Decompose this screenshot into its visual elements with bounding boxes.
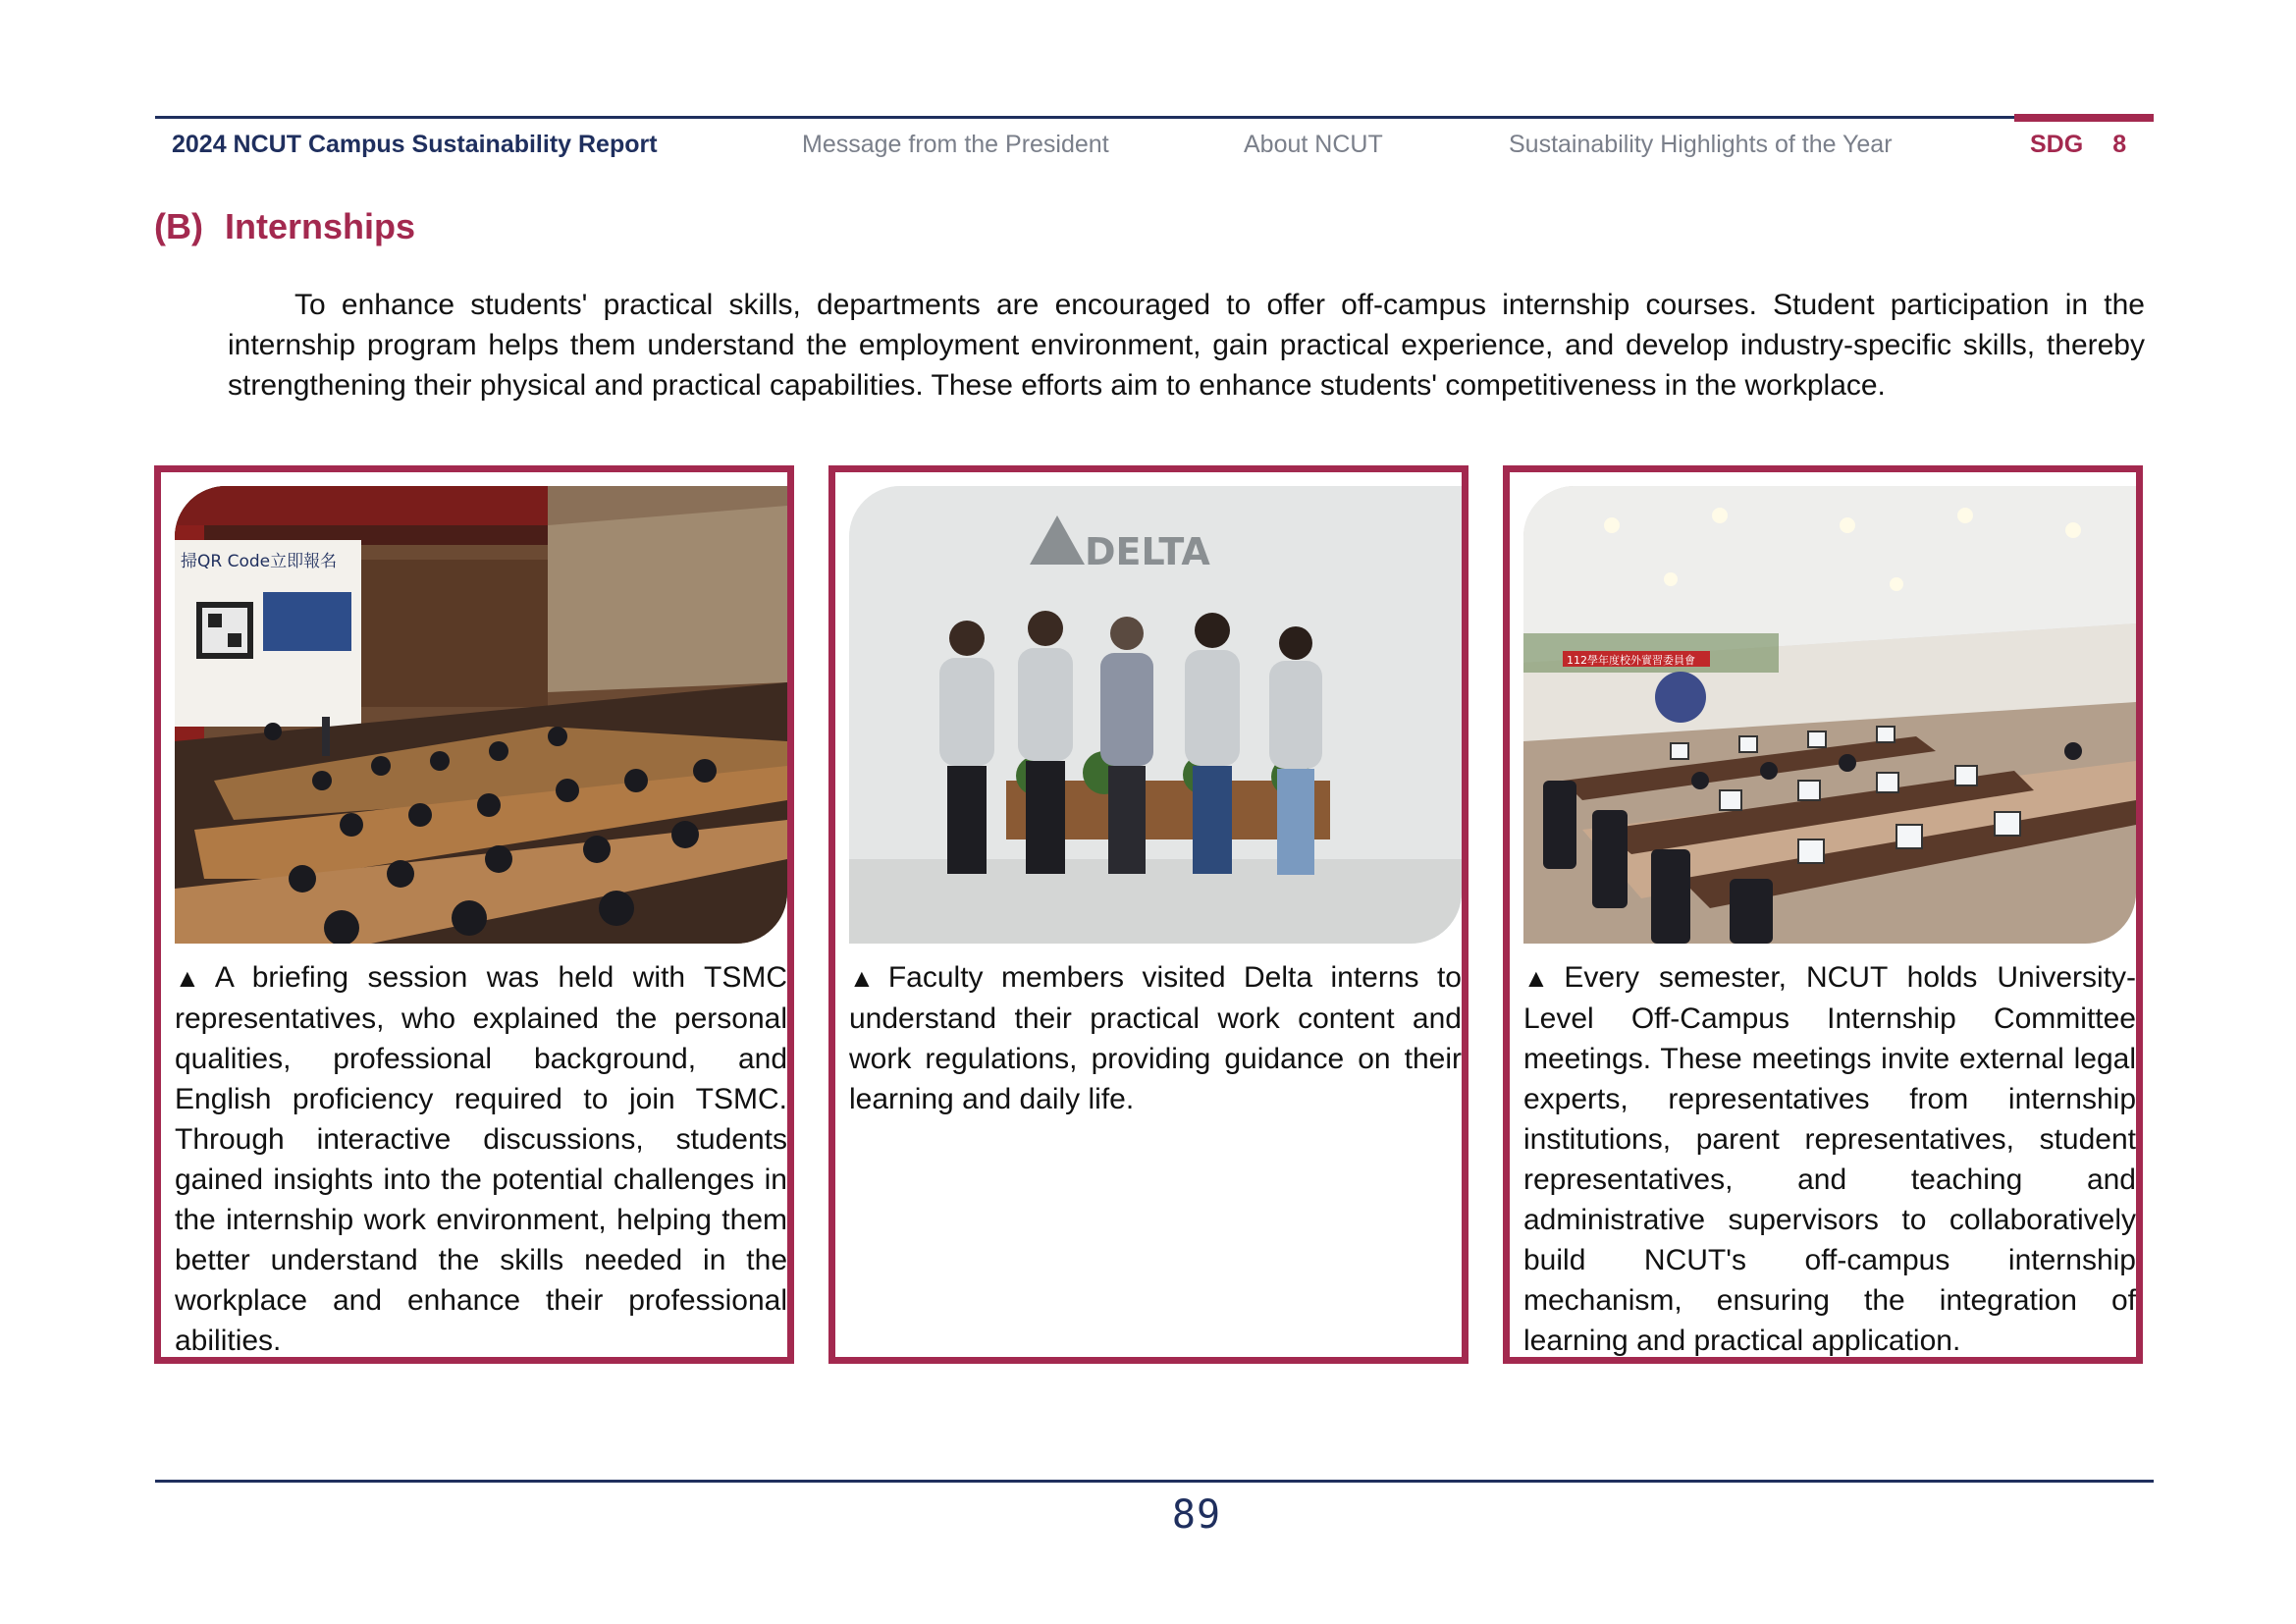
caption-committee-text: Every semester, NCUT holds University-Level Off-Campus Internship Committee meetings. These meetings invite external legal experts, representatives from internship institutions, parent representatives, student representatives, and teaching and administrative supervisors to collaboratively build NCUT's off-campus internship mechanism, ensuring the integration of learning and practical application.	[1523, 961, 2137, 1357]
caption-marker-icon: ▲	[175, 963, 211, 993]
caption-delta-text: Faculty members visited Delta interns to understand their practical work content and work regulations, providing guidance on their learning and daily life.	[849, 961, 1462, 1115]
caption-tsmc	[175, 957, 787, 1361]
sdg-number: 8	[2112, 131, 2127, 158]
photo-committee-room	[1523, 486, 2136, 944]
photo-screen-text: 掃QR Code立即報名	[181, 552, 338, 571]
delta-group-illustration	[849, 486, 1462, 944]
report-title: 2024 NCUT Campus Sustainability Report	[172, 131, 658, 158]
committee-room-illustration	[1523, 486, 2136, 944]
caption-marker-icon: ▲	[1523, 963, 1561, 993]
header-accent-bar	[2014, 114, 2154, 122]
section-title: Internships	[224, 206, 416, 246]
card-committee-meeting	[1503, 465, 2143, 1364]
page-number: 89	[1171, 1492, 1222, 1538]
section-heading	[154, 206, 415, 247]
caption-delta	[849, 957, 1462, 1119]
sdg-tab[interactable]	[2030, 130, 2126, 159]
header-rule	[155, 116, 2154, 119]
caption-tsmc-text: A briefing session was held with TSMC representatives, who explained the personal qualities, professional background, and English proficiency required to join TSMC. Through interactive discussions, students gained insights into the potential challenges in the internship work environment, helping them better understand the skills needed in the workplace and enhance their professional abilities.	[175, 961, 788, 1357]
photo-banner-text: 112學年度校外實習委員會	[1567, 654, 1695, 667]
caption-marker-icon: ▲	[849, 963, 884, 993]
intro-paragraph: To enhance students' practical skills, departments are encouraged to offer off-campus internship courses. Student participation in the internship program helps them understand the employment environment, gain practical experience, and develop industry-specific skills, thereby strengthening their physical and practical capabilities. These efforts aim to enhance students' competitiveness in the workplace.	[228, 289, 2145, 402]
photo-delta-group	[849, 486, 1462, 944]
caption-committee	[1523, 957, 2136, 1361]
footer-rule	[155, 1480, 2154, 1483]
sdg-label: SDG	[2030, 131, 2084, 158]
nav-sustainability-highlights[interactable]: Sustainability Highlights of the Year	[1509, 131, 1893, 158]
photo-auditorium-briefing	[175, 486, 787, 944]
delta-logo-text: DELTA	[1085, 530, 1210, 573]
card-tsmc-briefing	[154, 465, 794, 1364]
card-delta-visit	[828, 465, 1468, 1364]
nav-about-ncut[interactable]: About NCUT	[1244, 131, 1383, 158]
section-label: (B)	[154, 206, 203, 246]
auditorium-illustration	[175, 486, 787, 944]
nav-message-from-president[interactable]: Message from the President	[802, 131, 1109, 158]
